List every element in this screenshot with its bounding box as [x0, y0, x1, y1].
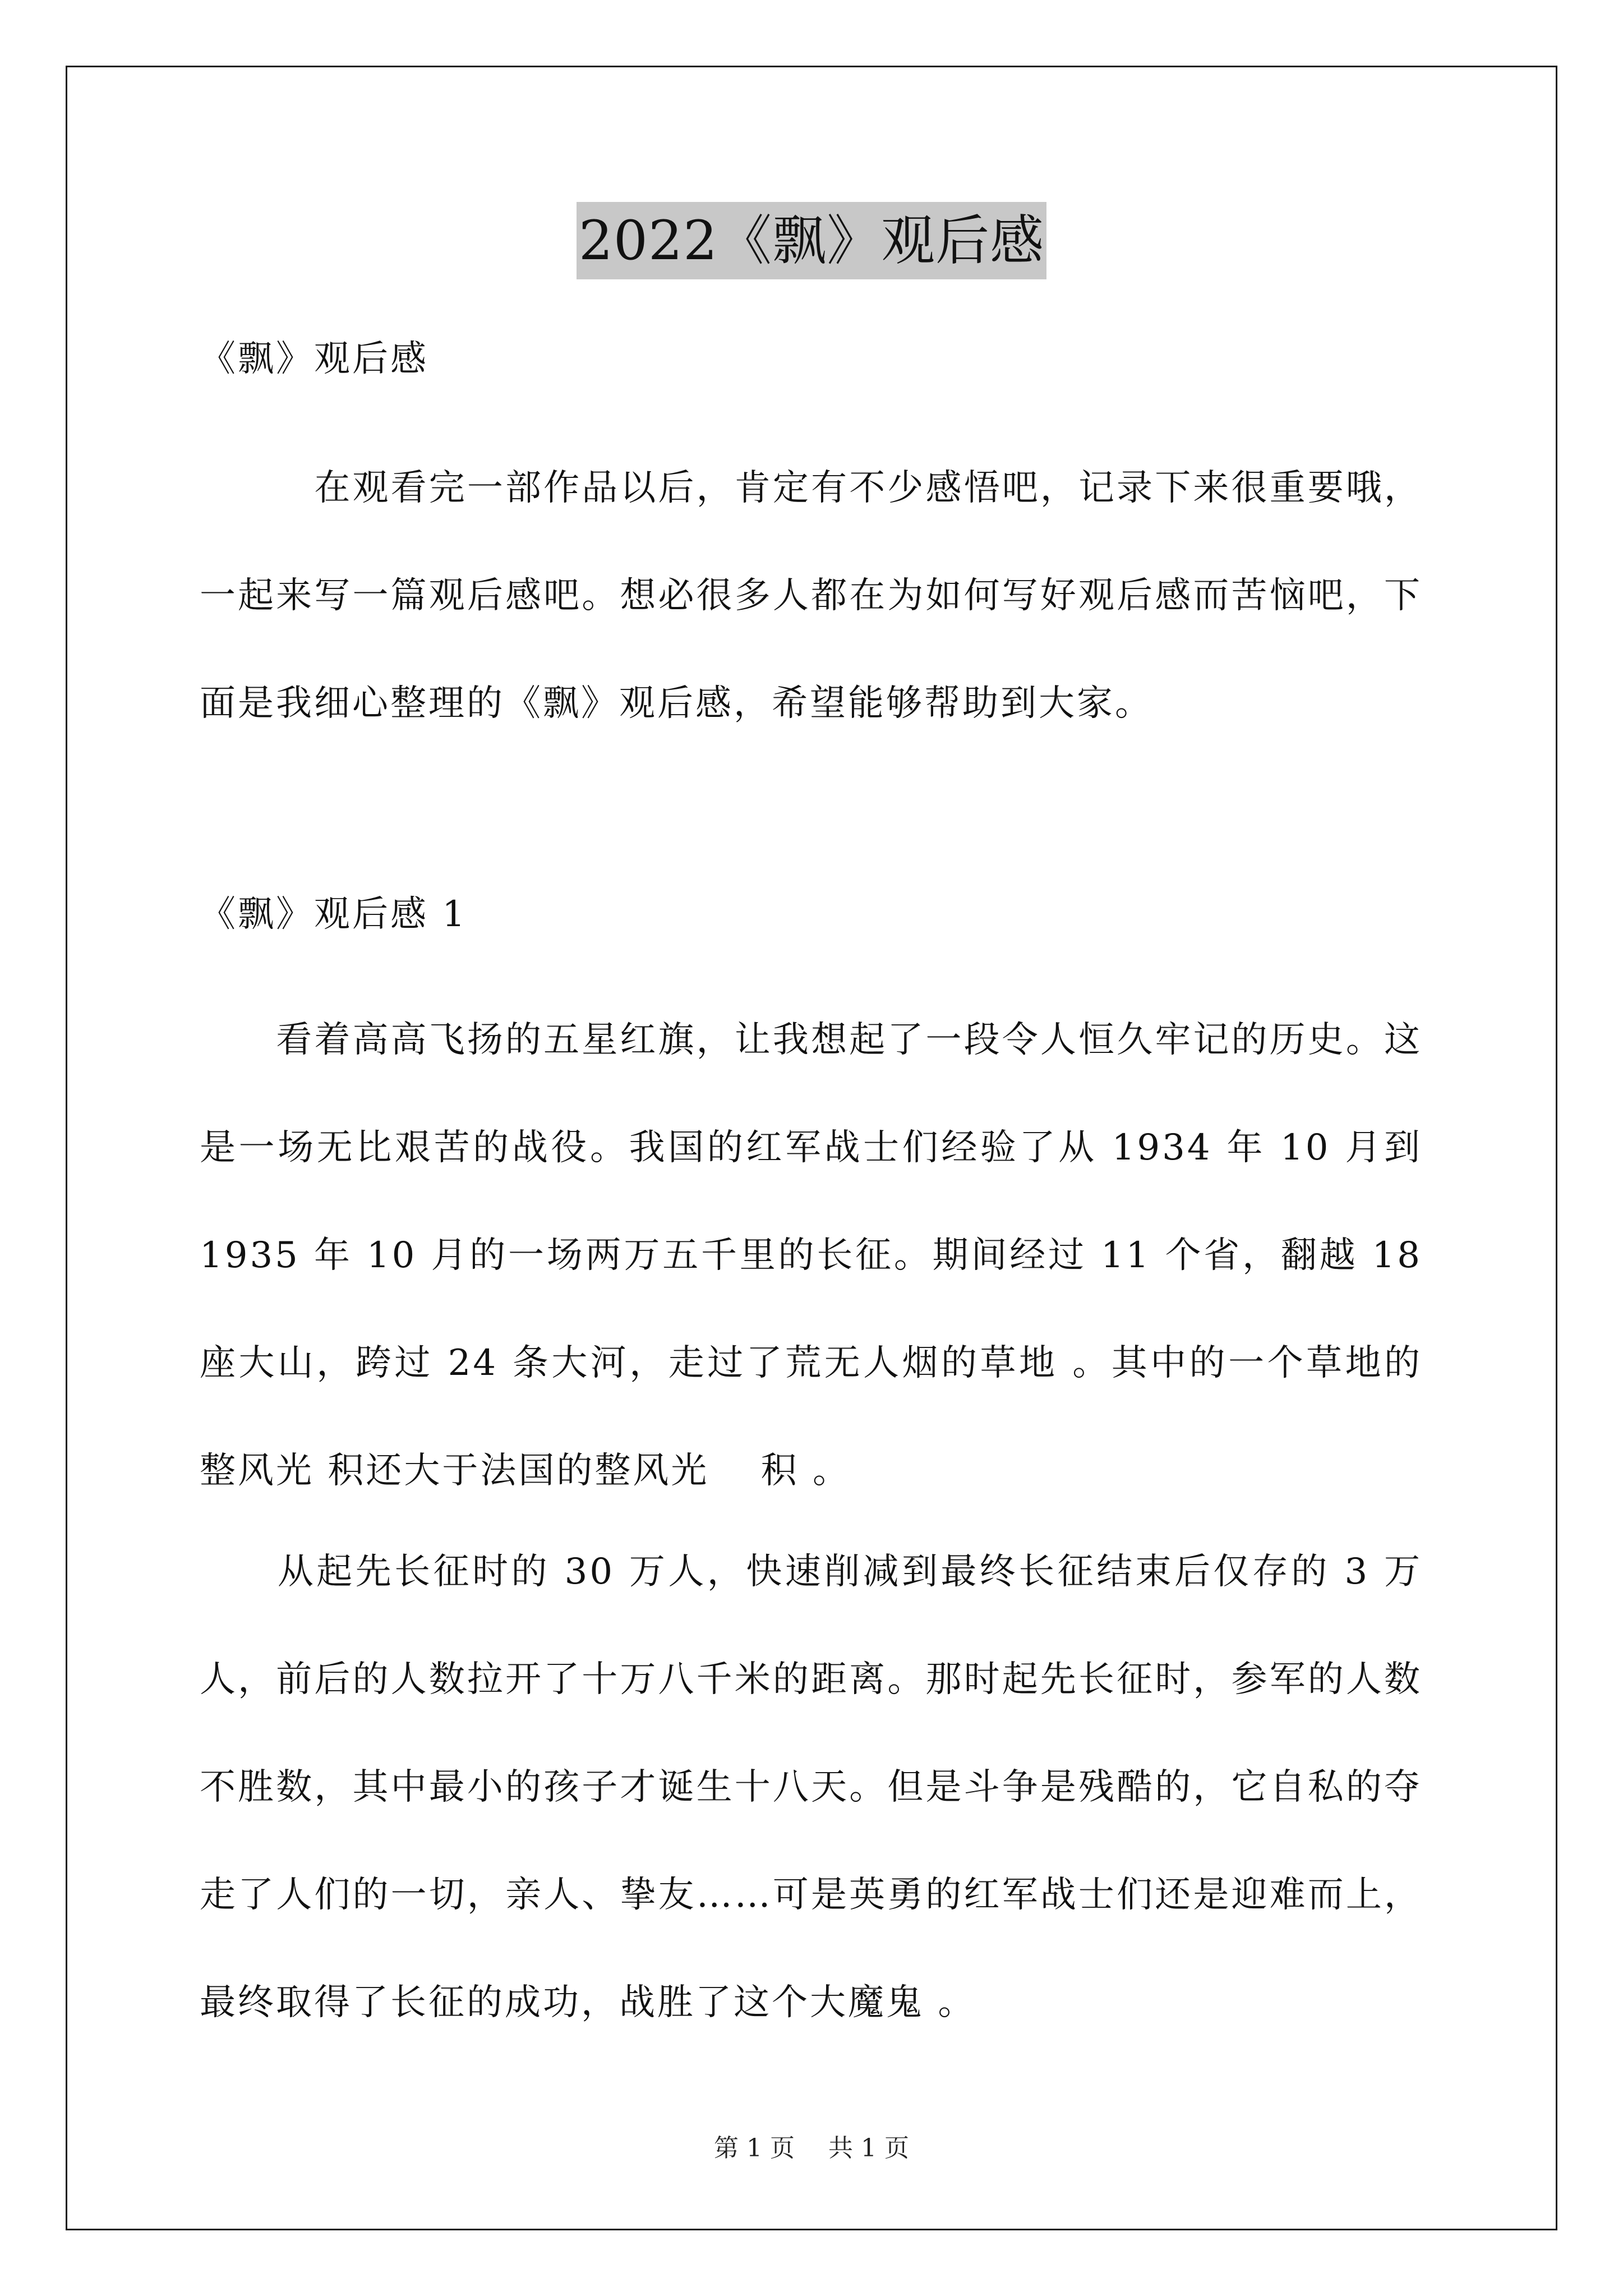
intro-heading: 《飘》观后感 — [200, 338, 428, 380]
intro-paragraph: 在观看完一部作品以后，肯定有不少感悟吧，记录下来很重要哦，一起来写一篇观后感吧。想必很多人都在为如何写好观后感而苦恼吧，下面是我细心整理的《飘》观后感，希望能够帮助到大家。 — [200, 467, 1422, 724]
document-title: 2022《飘》观后感 — [577, 202, 1046, 279]
page-total: 共 1 页 — [828, 2134, 909, 2162]
body-paragraph-2: 从起先长征时的 30 万人，快速削减到最终长征结束后仅存的 3 万人，前后的人数拉开了十万八千米的距离。那时起先长征时，参军的人数不胜数，其中最小的孩子才诞生十八天。但是斗争是残酷的，它自私的夺走了人们的一切，亲人、挚友……可是英勇的红军战士们还是迎难而上，最终取得了长征的成功，战胜了这个大魔鬼 。 — [200, 1551, 1422, 2023]
body-paragraph-1: 看着高高飞扬的五星红旗，让我想起了一段令人恒久牢记的历史。这是一场无比艰苦的战役。我国的红军战士们经验了从 1934 年 10 月到 1935 年 10 月的一场两万五千里的长征。期间经过 11 个省，翻越 18 座大山，跨过 24 条大河，走过了荒无人烟的草地 。其中的一个草地的整风光 积还大于法国的整风光 积 。 — [200, 1019, 1422, 1492]
section-heading: 《飘》观后感 1 — [200, 894, 468, 935]
page-number: 第 1 页 — [714, 2134, 795, 2162]
page-footer — [0, 2132, 1623, 2165]
title-container — [0, 202, 1623, 279]
